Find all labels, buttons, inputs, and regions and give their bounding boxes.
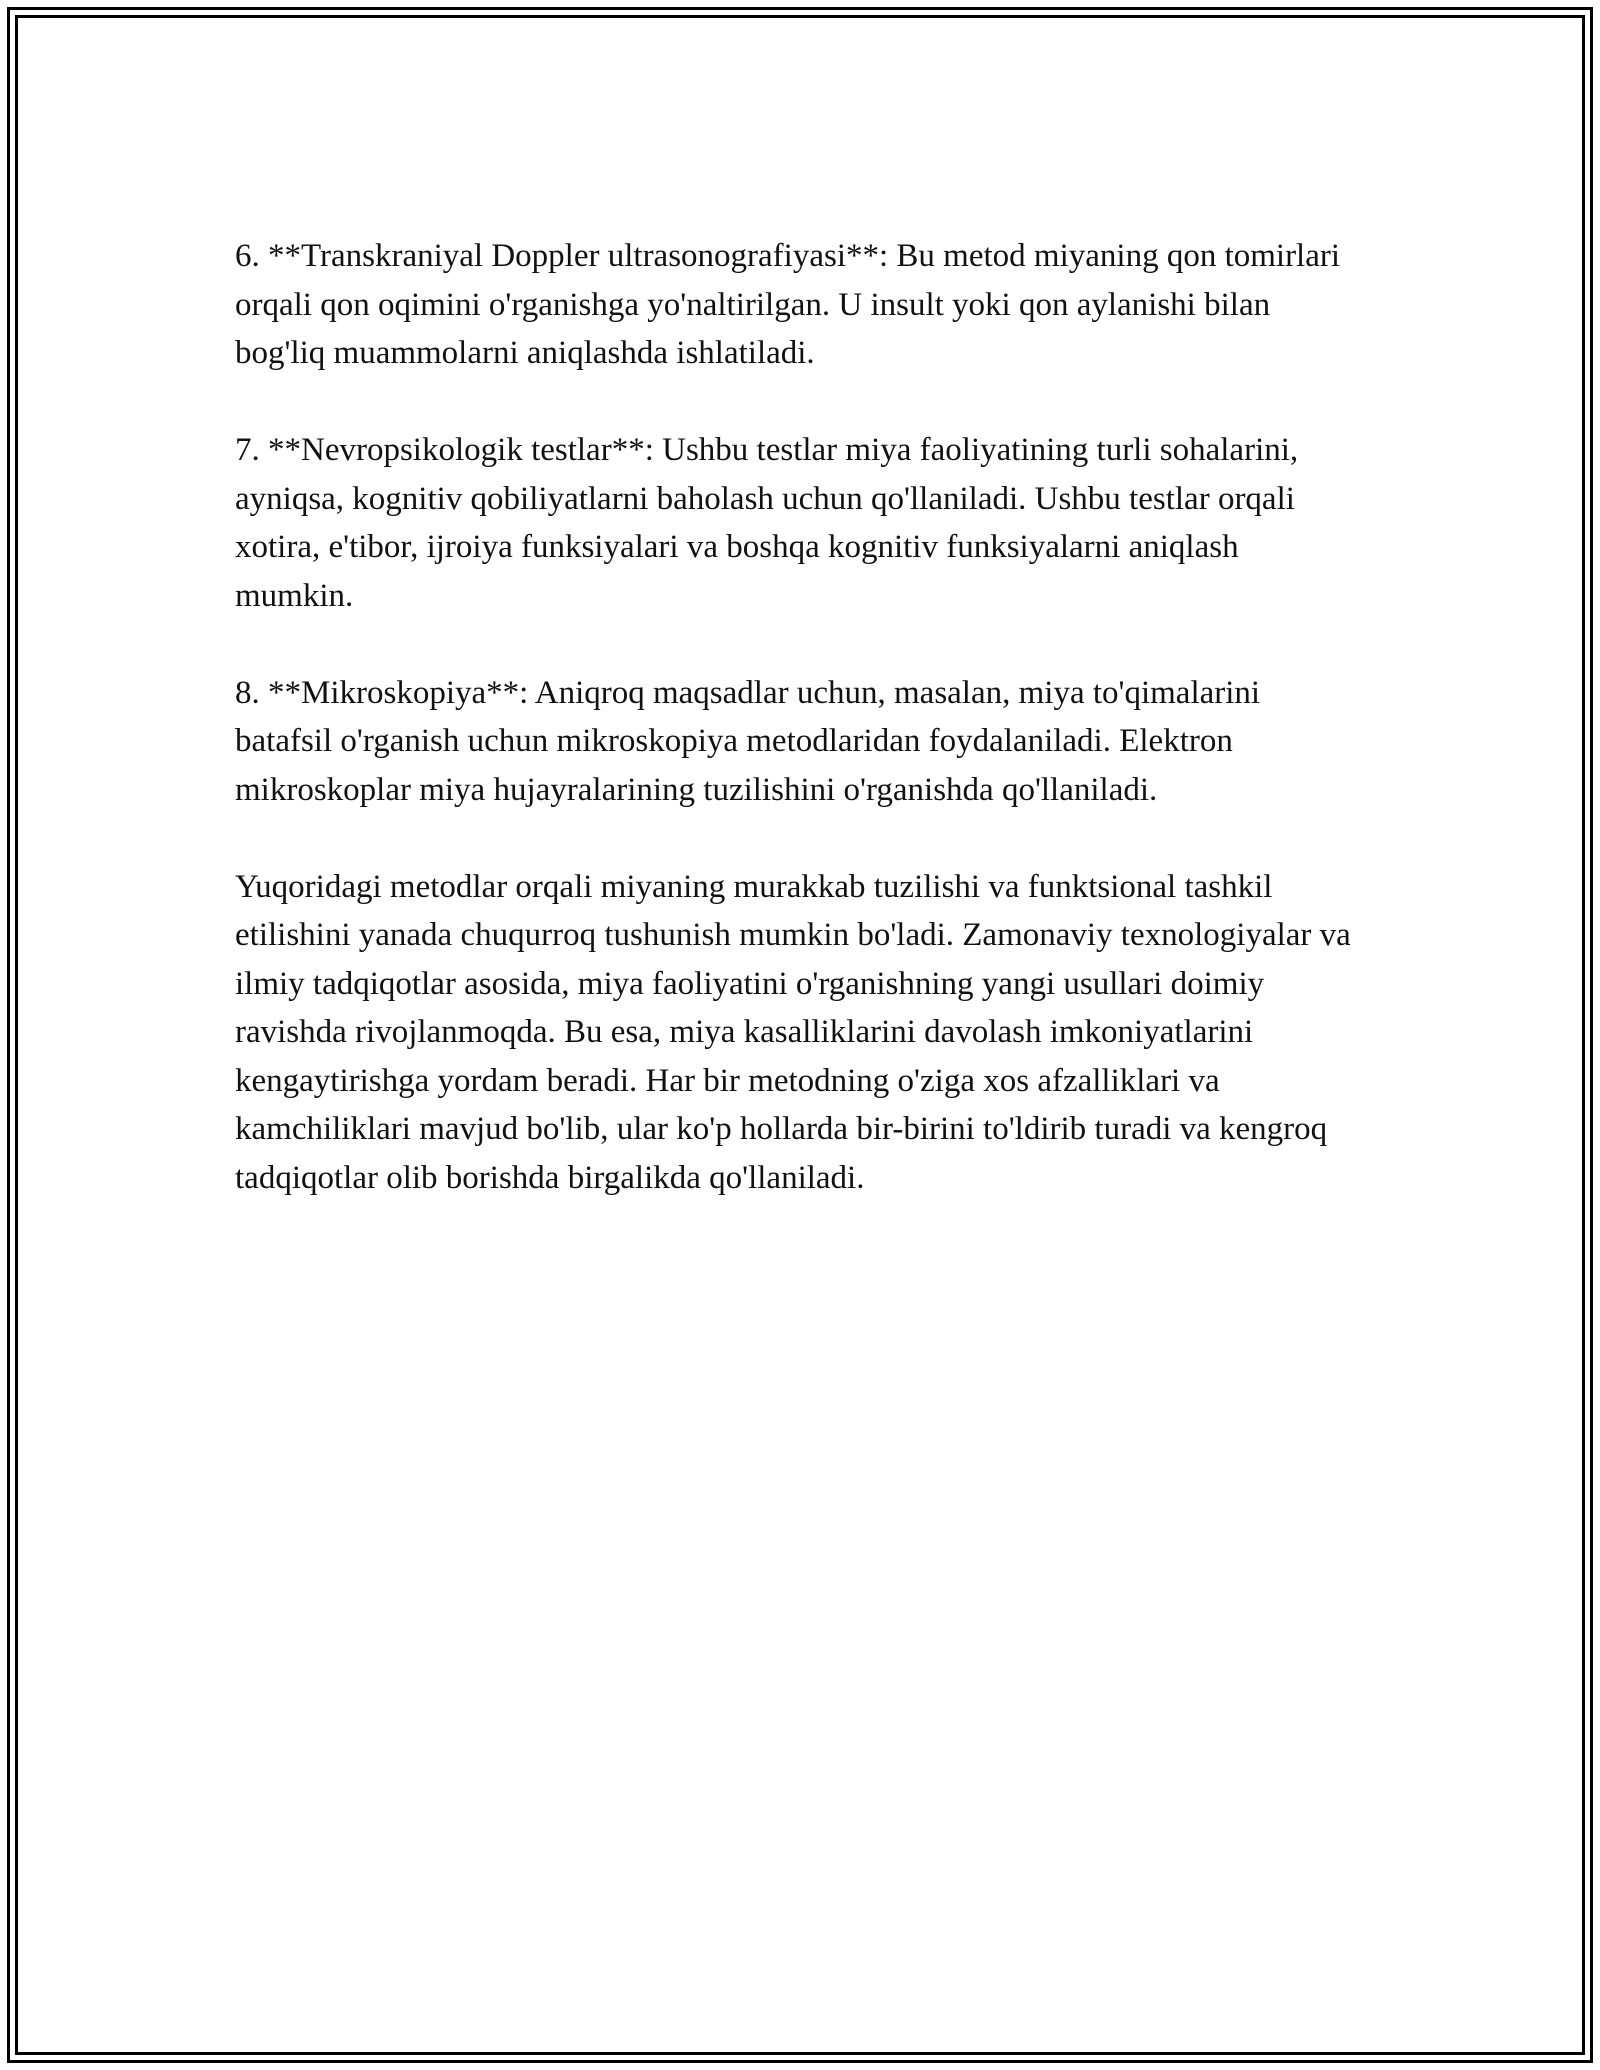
paragraph-microscopy: 8. **Mikroskopiya**: Aniqroq maqsadlar uchun, masalan, miya to'qimalarini batafsil o'rganish uchun mikroskopiya metodlaridan foydalaniladi. Elektron mikroskoplar miya hujayralarining tuzilishini o'rganishda qo'llaniladi. <box>235 674 1261 808</box>
document-body <box>235 232 1355 1251</box>
paragraph-neuropsychological-tests: 7. **Nevropsikologik testlar**: Ushbu testlar miya faoliyatining turli sohalarini, ayniqsa, kognitiv qobiliyatlarni baholash uchun qo'llaniladi. Ushbu testlar orqali xotira, e'tibor, ijroiya funksiyalari va boshqa kognitiv funksiyalarni aniqlash mumkin. <box>235 432 1299 614</box>
paragraph-transcranial-doppler: 6. **Transkraniyal Doppler ultrasonografiyasi**: Bu metod miyaning qon tomirlari orqali qon oqimini o'rganishga yo'naltirilgan. U insult yoki qon aylanishi bilan bog'liq muammolarni aniqlashda ishlatiladi. <box>235 238 1341 371</box>
paragraph-conclusion: Yuqoridagi metodlar orqali miyaning murakkab tuzilishi va funktsional tashkil etilishini yanada chuqurroq tushunish mumkin bo'ladi. Zamonaviy texnologiyalar va ilmiy tadqiqotlar asosida, miya faoliyatini o'rganishning yangi usullari doimiy ravishda rivojlanmoqda. Bu esa, miya kasalliklarini davolash imkoniyatlarini kengaytirishga yordam beradi. Har bir metodning o'ziga xos afzalliklari va kamchiliklari mavjud bo'lib, ular ko'p hollarda bir-birini to'ldirib turadi va kengroq tadqiqotlar olib borishda birgalikda qo'llaniladi. <box>235 868 1351 1196</box>
